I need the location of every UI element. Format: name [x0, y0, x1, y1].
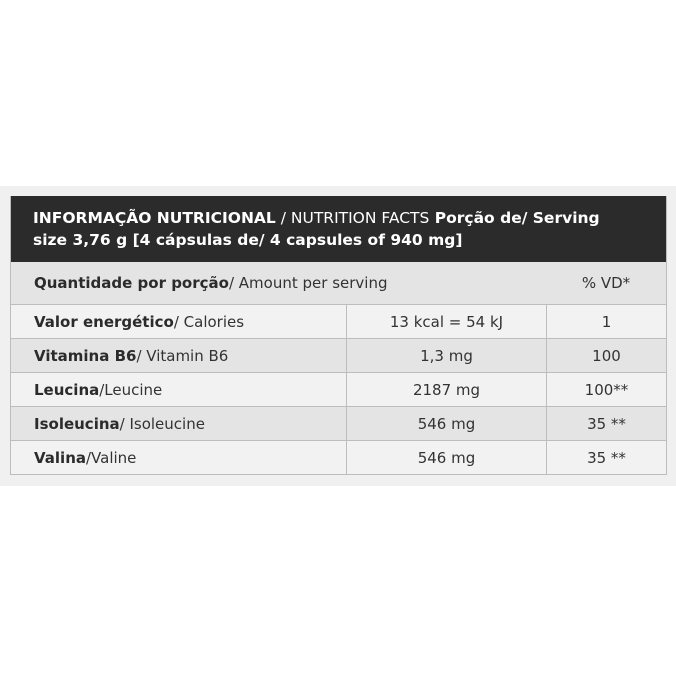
nutrient-vd: 100: [546, 339, 666, 372]
nutrient-name-en: / Vitamin B6: [136, 346, 229, 365]
nutrient-name-pt: Valina: [34, 448, 86, 467]
nutrient-name: [11, 441, 346, 474]
table-row: [11, 406, 666, 440]
amount-label-en: / Amount per serving: [228, 274, 388, 292]
nutrient-amount: 546 mg: [346, 407, 546, 440]
nutrient-name: [11, 305, 346, 338]
table-row: [11, 338, 666, 372]
nutrient-vd: 35 **: [546, 441, 666, 474]
nutrient-amount: 546 mg: [346, 441, 546, 474]
nutrient-name: [11, 339, 346, 372]
header-title-en: NUTRITION FACTS: [290, 209, 430, 227]
amount-per-serving-row: [11, 262, 666, 304]
nutrition-facts-table: [10, 196, 667, 475]
nutrient-vd: 35 **: [546, 407, 666, 440]
nutrient-name-en: /Valine: [86, 448, 137, 467]
nutrient-amount: 13 kcal = 54 kJ: [346, 305, 546, 338]
nutrient-name-pt: Vitamina B6: [34, 346, 137, 365]
vd-header: % VD*: [581, 274, 631, 292]
nutrient-name: [11, 407, 346, 440]
header-line-1: [33, 207, 644, 229]
header-separator: /: [275, 209, 291, 227]
nutrient-name-en: /Leucine: [99, 380, 163, 399]
nutrient-amount: 2187 mg: [346, 373, 546, 406]
nutrient-name-en: / Calories: [173, 312, 245, 331]
amount-label-pt: Quantidade por porção: [34, 274, 229, 292]
header-serving-label: Porção de/ Serving: [429, 209, 600, 227]
nutrient-name-en: / Isoleucine: [119, 414, 205, 433]
amount-per-serving-label: [11, 262, 546, 304]
nutrient-vd: 1: [546, 305, 666, 338]
table-header: [11, 196, 666, 262]
header-line-2: [33, 229, 644, 251]
table-row: [11, 372, 666, 406]
header-serving-size: size 3,76 g [4 cápsulas de/ 4 capsules of 940 mg]: [33, 231, 463, 249]
nutrient-vd: 100**: [546, 373, 666, 406]
nutrient-amount: 1,3 mg: [346, 339, 546, 372]
nutrient-name-pt: Valor energético: [34, 312, 174, 331]
table-row: [11, 440, 666, 474]
nutrient-name: [11, 373, 346, 406]
nutrient-name-pt: Leucina: [34, 380, 100, 399]
table-row: [11, 304, 666, 338]
nutrient-name-pt: Isoleucina: [34, 414, 120, 433]
header-title-pt: INFORMAÇÃO NUTRICIONAL: [33, 209, 276, 227]
